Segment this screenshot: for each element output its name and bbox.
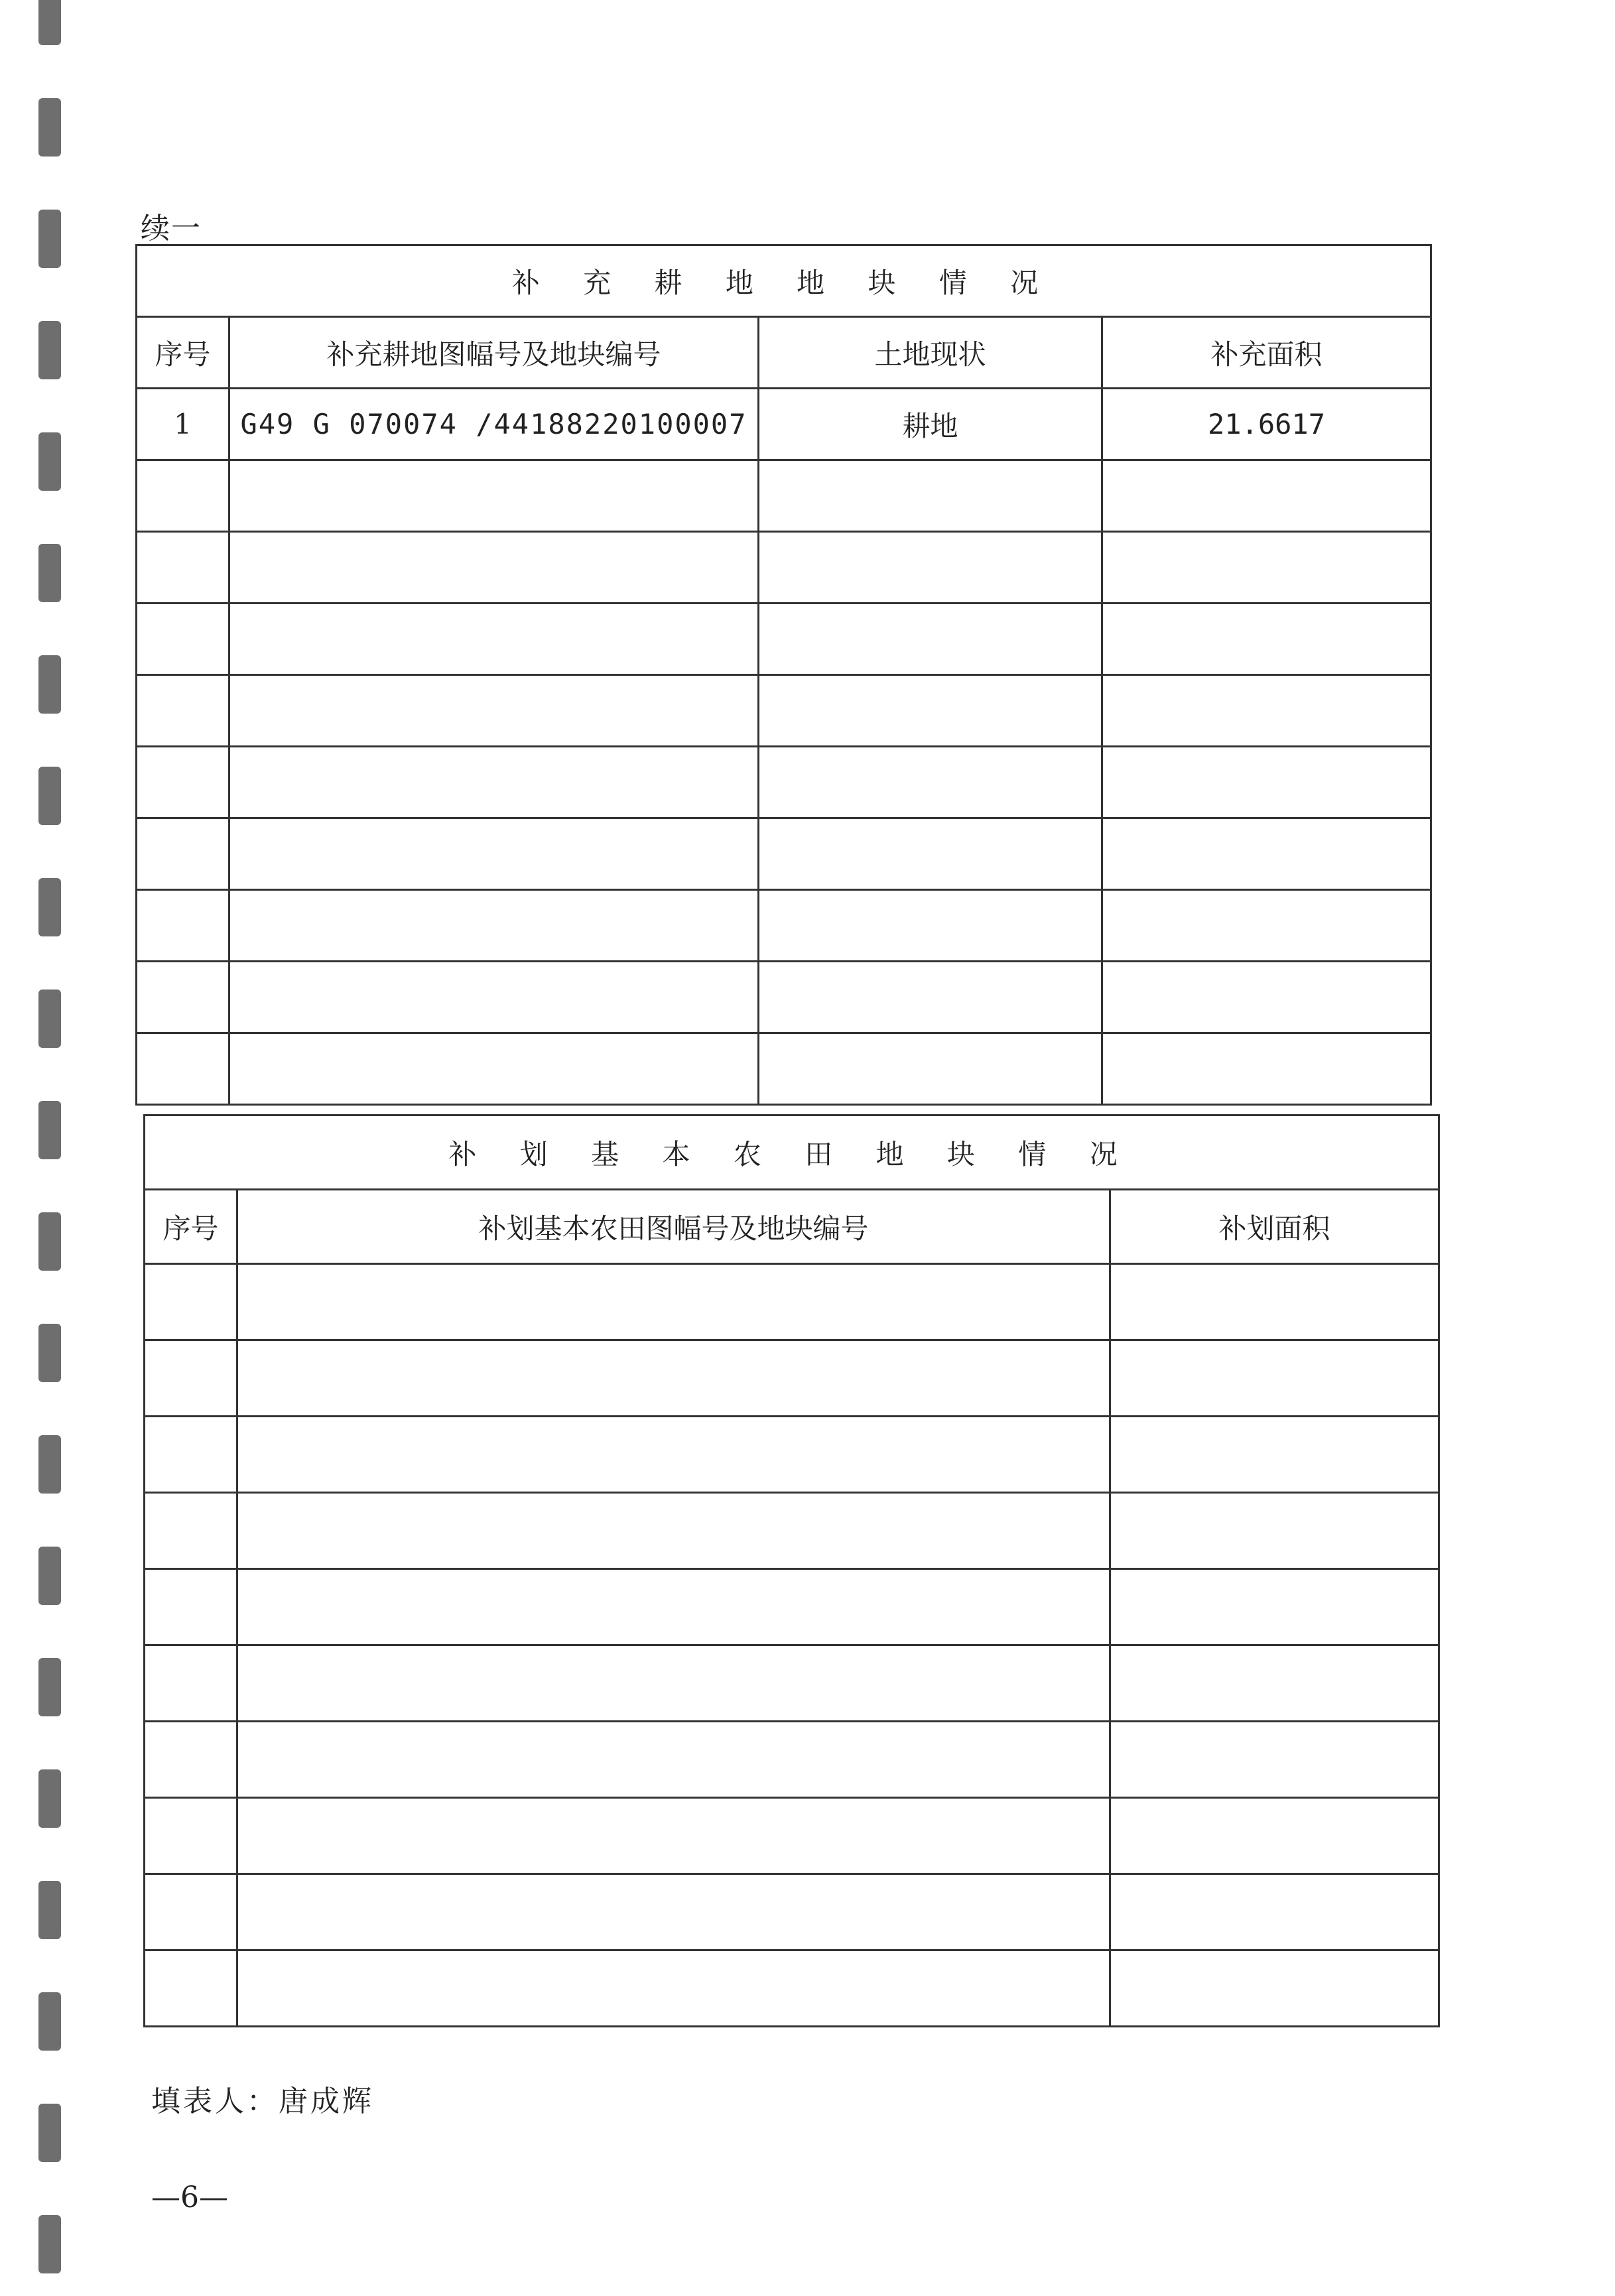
cell-land-status — [759, 747, 1102, 818]
cell-map-block — [237, 1950, 1110, 2027]
cell-seq — [145, 1264, 237, 1340]
binding-hole-mark — [38, 989, 61, 1048]
cell-seq — [145, 1645, 237, 1722]
page-number: —6— — [151, 2181, 228, 2214]
cell-seq — [137, 460, 229, 532]
supplement-farmland-table — [135, 244, 1432, 1106]
cell-land-status — [759, 962, 1102, 1033]
cell-seq — [145, 1493, 237, 1569]
cell-seq — [137, 604, 229, 675]
cell-seq — [137, 747, 229, 818]
header-seq: 序号 — [145, 1190, 237, 1264]
cell-land-status — [759, 460, 1102, 532]
table-row — [145, 1340, 1439, 1417]
cell-seq: 1 — [137, 389, 229, 460]
cell-land-status — [759, 1033, 1102, 1105]
table-row — [145, 1493, 1439, 1569]
cell-supplement-area — [1102, 675, 1431, 747]
cell-map-block — [229, 747, 759, 818]
cell-land-status — [759, 818, 1102, 890]
header-map-block: 补划基本农田图幅号及地块编号 — [237, 1190, 1110, 1264]
binding-hole-mark — [38, 655, 61, 714]
table-row — [137, 890, 1431, 962]
binding-hole-mark — [38, 1881, 61, 1939]
table-row — [145, 1950, 1439, 2027]
cell-supplement-area — [1102, 532, 1431, 604]
cell-supplement-area — [1102, 1033, 1431, 1105]
cell-land-status — [759, 532, 1102, 604]
binding-hole-mark — [38, 210, 61, 268]
cell-map-block — [229, 962, 759, 1033]
cell-map-block — [237, 1340, 1110, 1417]
cell-seq — [137, 532, 229, 604]
cell-basic-area — [1110, 1569, 1439, 1645]
binding-hole-mark — [38, 321, 61, 379]
table-row — [137, 532, 1431, 604]
cell-map-block — [237, 1645, 1110, 1722]
cell-basic-area — [1110, 1417, 1439, 1493]
cell-map-block — [237, 1264, 1110, 1340]
cell-land-status — [759, 675, 1102, 747]
cell-seq — [145, 1874, 237, 1950]
table-row — [145, 1569, 1439, 1645]
cell-basic-area — [1110, 1798, 1439, 1874]
cell-basic-area — [1110, 1874, 1439, 1950]
cell-map-block — [229, 532, 759, 604]
cell-map-block — [237, 1874, 1110, 1950]
continued-label: 续一 — [141, 212, 202, 245]
cell-map-block — [229, 675, 759, 747]
table-row — [145, 1417, 1439, 1493]
binding-hole-mark — [38, 98, 61, 157]
header-basic-area: 补划面积 — [1110, 1190, 1439, 1264]
binding-hole-mark — [38, 1658, 61, 1716]
table-row — [137, 818, 1431, 890]
table-row — [145, 1264, 1439, 1340]
cell-basic-area — [1110, 1645, 1439, 1722]
binding-hole-mark — [38, 767, 61, 825]
table-row — [145, 1645, 1439, 1722]
cell-seq — [145, 1950, 237, 2027]
table-row — [137, 604, 1431, 675]
cell-supplement-area — [1102, 747, 1431, 818]
cell-land-status — [759, 890, 1102, 962]
binding-hole-mark — [38, 1101, 61, 1159]
binding-hole-mark — [38, 1992, 61, 2051]
cell-land-status — [759, 604, 1102, 675]
cell-map-block — [237, 1569, 1110, 1645]
cell-map-block — [229, 818, 759, 890]
cell-supplement-area: 21.6617 — [1102, 389, 1431, 460]
cell-basic-area — [1110, 1493, 1439, 1569]
binding-hole-mark — [38, 2215, 61, 2273]
header-supplement-area: 补充面积 — [1102, 317, 1431, 389]
cell-map-block — [229, 604, 759, 675]
cell-seq — [137, 962, 229, 1033]
basic-farmland-table — [143, 1114, 1440, 2027]
cell-map-block — [229, 1033, 759, 1105]
binding-hole-mark — [38, 1547, 61, 1605]
basic-farmland-section-title: 补 划 基 本 农 田 地 块 情 况 — [145, 1116, 1439, 1190]
binding-hole-mark — [38, 544, 61, 602]
cell-supplement-area — [1102, 460, 1431, 532]
cell-seq — [137, 1033, 229, 1105]
cell-seq — [145, 1569, 237, 1645]
cell-supplement-area — [1102, 818, 1431, 890]
cell-map-block — [237, 1798, 1110, 1874]
cell-seq — [137, 890, 229, 962]
table-row — [137, 460, 1431, 532]
cell-map-block: G49 G 070074 /44188220100007 — [229, 389, 759, 460]
binding-hole-mark — [38, 1212, 61, 1271]
binding-hole-mark — [38, 0, 61, 45]
table-row — [137, 389, 1431, 460]
cell-seq — [137, 818, 229, 890]
cell-basic-area — [1110, 1722, 1439, 1798]
cell-basic-area — [1110, 1264, 1439, 1340]
table-row — [145, 1874, 1439, 1950]
cell-land-status: 耕地 — [759, 389, 1102, 460]
table-row — [137, 962, 1431, 1033]
table-row — [145, 1722, 1439, 1798]
cell-seq — [137, 675, 229, 747]
cell-map-block — [237, 1722, 1110, 1798]
cell-seq — [145, 1798, 237, 1874]
cell-map-block — [229, 460, 759, 532]
cell-supplement-area — [1102, 962, 1431, 1033]
binding-hole-mark — [38, 432, 61, 491]
binding-hole-mark — [38, 1769, 61, 1828]
cell-seq — [145, 1417, 237, 1493]
binding-hole-mark — [38, 1324, 61, 1382]
supplement-section-title: 补 充 耕 地 地 块 情 况 — [137, 245, 1431, 317]
form-filler: 填表人：唐成辉 — [151, 2084, 374, 2118]
binding-hole-mark — [38, 1435, 61, 1494]
binding-hole-mark — [38, 2104, 61, 2162]
table-row — [145, 1798, 1439, 1874]
cell-seq — [145, 1340, 237, 1417]
cell-basic-area — [1110, 1340, 1439, 1417]
binding-marks — [38, 0, 62, 2296]
cell-map-block — [237, 1417, 1110, 1493]
table-row — [137, 675, 1431, 747]
cell-map-block — [229, 890, 759, 962]
header-seq: 序号 — [137, 317, 229, 389]
cell-supplement-area — [1102, 890, 1431, 962]
cell-map-block — [237, 1493, 1110, 1569]
cell-supplement-area — [1102, 604, 1431, 675]
binding-hole-mark — [38, 878, 61, 936]
cell-basic-area — [1110, 1950, 1439, 2027]
table-row — [137, 1033, 1431, 1105]
cell-seq — [145, 1722, 237, 1798]
header-land-status: 土地现状 — [759, 317, 1102, 389]
table-row — [137, 747, 1431, 818]
header-map-block: 补充耕地图幅号及地块编号 — [229, 317, 759, 389]
